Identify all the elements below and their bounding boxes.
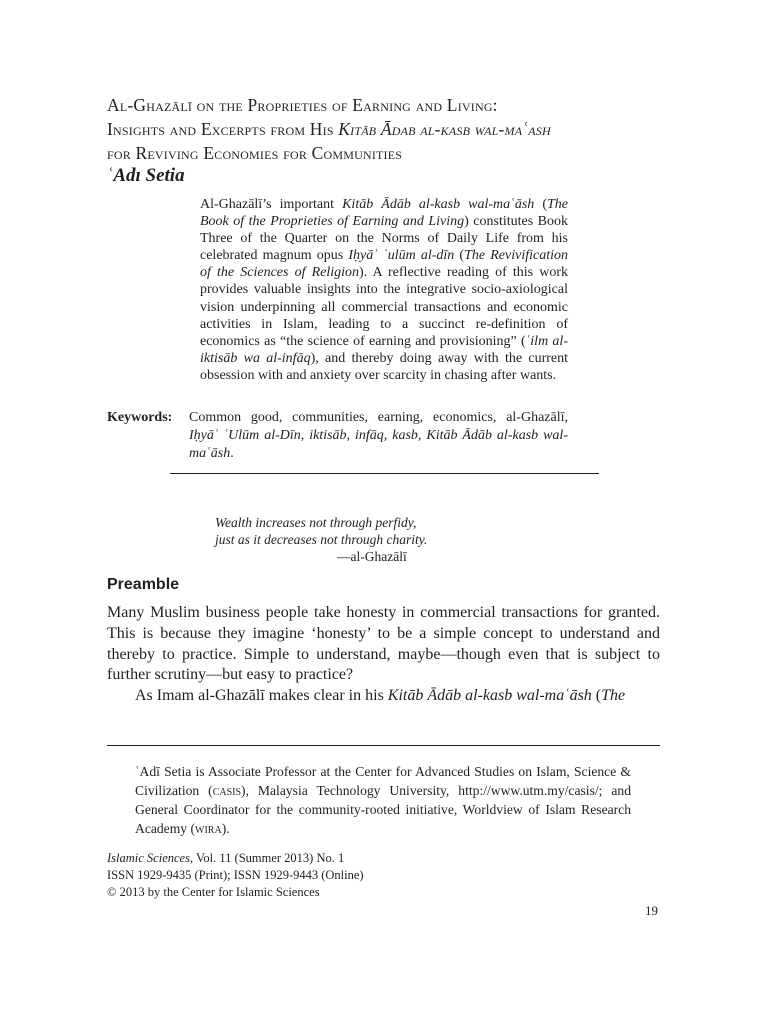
epigraph-line-1: Wealth increases not through perfidy, bbox=[215, 515, 417, 530]
keywords-end: . bbox=[230, 445, 234, 461]
page-number: 19 bbox=[645, 903, 658, 918]
title-line-2-italic: Kitāb Ādab al-kasb wal-maʿash bbox=[338, 119, 551, 139]
keywords-list bbox=[189, 409, 568, 462]
title-line-3: for Reviving Economies for Communities bbox=[107, 143, 403, 163]
abstract-text-4: ( bbox=[454, 248, 465, 264]
keywords-italic: Iḥyāʾ ʿUlūm al-Dīn, iktisāb, infāq, kasb, Kitāb Ādāb al-kasb wal-maʿāsh bbox=[189, 427, 568, 461]
abstract-text-1: Al-Ghazālī’s important bbox=[200, 197, 343, 212]
abstract-ihya-translation: The Revivification of the Sciences of Religion bbox=[200, 248, 568, 281]
abstract-book-title: Kitāb Ādāb al-kasb wal-maʿāsh bbox=[342, 197, 535, 212]
body-p2-paren: ( bbox=[591, 687, 602, 705]
abstract bbox=[200, 196, 568, 384]
abstract-text-6: ), and thereby doing away with the current obsession with and anxiety over scarcity in chasing after wants. bbox=[200, 350, 569, 383]
keywords-plain: Common good, communities, earning, economics, al-Ghazālī, bbox=[189, 410, 568, 425]
journal-volume: , Vol. 11 (Summer 2013) No. 1 bbox=[189, 851, 345, 865]
footnote-text-1: ʿAdī Setia is Associate Professor at the Center for Advanced Studies on Islam, Science & Civilization ( bbox=[135, 764, 631, 798]
epigraph-attribution: —al-Ghazālī bbox=[337, 549, 407, 564]
body-paragraph-1: Many Muslim business people take honesty in commercial transactions for granted. This is because they imagine ‘honesty’ to be a simple concept to understand and thereby to practice. Simple to understand, maybe—though even that is subject to further scrutiny—but easy to practice? bbox=[107, 604, 660, 684]
journal-name: Islamic Sciences bbox=[107, 851, 190, 865]
article-title bbox=[107, 93, 667, 165]
abstract-book-translation: The Book of the Proprieties of Earning and Living bbox=[200, 197, 569, 230]
abstract-divider bbox=[170, 473, 599, 474]
footnote-text-2: ), Malaysia Technology University, http://www.utm.my/casis/; and General Coordinator for the community-rooted initiative, Worldview of Islam Research Academy ( bbox=[135, 783, 631, 836]
footnote-casis: casis bbox=[212, 783, 242, 798]
epigraph-line-2: just as it decreases not through charity. bbox=[215, 532, 428, 547]
keywords-label: Keywords: bbox=[107, 410, 173, 425]
footnote-divider bbox=[107, 745, 660, 746]
body-p2-continued: The bbox=[601, 687, 626, 705]
author-footnote bbox=[135, 762, 631, 838]
body-paragraph-2 bbox=[107, 686, 660, 707]
keywords-block bbox=[107, 409, 568, 462]
abstract-arabic-term: ʿilm al-iktisāb wa al-infāq bbox=[200, 333, 568, 366]
journal-copyright: © 2013 by the Center for Islamic Sciences bbox=[107, 885, 320, 899]
abstract-text-2: ( bbox=[534, 197, 548, 212]
title-line-2-prefix: Insights and Excerpts from His bbox=[107, 119, 339, 139]
title-line-1: Al-Ghazālī on the Proprieties of Earning and Living: bbox=[107, 95, 498, 115]
abstract-text-3: ) constitutes Book Three of the Quarter on the Norms of Daily Life from his celebrated magnum opus bbox=[200, 214, 568, 264]
section-heading: Preamble bbox=[107, 576, 180, 593]
body-p2-text: As Imam al-Ghazālī makes clear in his bbox=[135, 687, 388, 705]
body-text bbox=[107, 603, 660, 707]
author-name: ʿAdı Setia bbox=[107, 165, 185, 186]
footnote-wira: wira bbox=[195, 821, 222, 836]
abstract-ihya-title: Iḥyāʾ ʿulūm al-dīn bbox=[348, 248, 455, 264]
abstract-text-5: ). A reflective reading of this work provides valuable insights into the integrative socio-axiological vision underpinning all commercial transactions and economic activities in Islam, leading to a succinct re-definition of economics as “the science of earning and provisioning” ( bbox=[200, 265, 569, 349]
body-p2-book-title: Kitāb Ādāb al-kasb wal-maʿāsh bbox=[387, 687, 592, 705]
journal-issn: ISSN 1929-9435 (Print); ISSN 1929-9443 (Online) bbox=[107, 868, 364, 882]
journal-info bbox=[107, 850, 527, 901]
footnote-text-3: ). bbox=[221, 821, 230, 836]
epigraph bbox=[215, 514, 475, 565]
